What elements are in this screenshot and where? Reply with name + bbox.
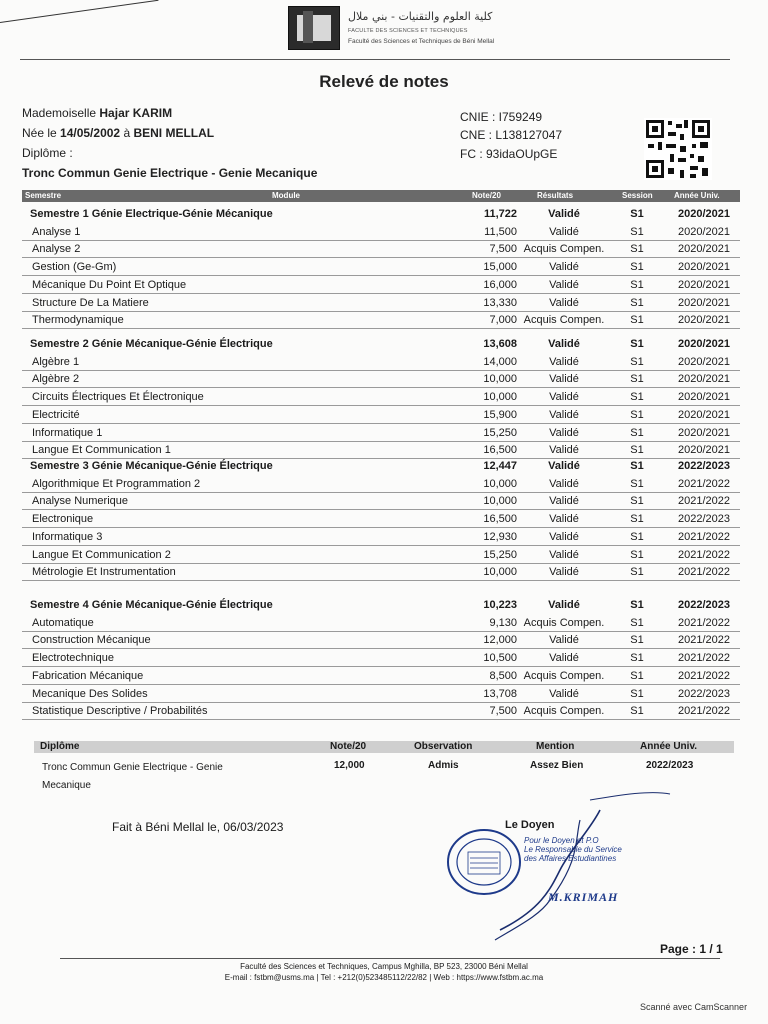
module-note: 9,130 [489, 617, 517, 629]
module-name: Gestion (Ge-Gm) [32, 261, 117, 273]
semester-year: 2020/2021 [678, 338, 730, 350]
module-year: 2020/2021 [678, 261, 730, 273]
semester-name: Semestre 3 Génie Mécanique-Génie Électrique [30, 460, 273, 472]
module-note: 10,000 [483, 391, 517, 403]
module-result: Validé [549, 566, 579, 578]
birth-date: 14/05/2002 [60, 126, 121, 140]
semester-note: 10,223 [483, 599, 517, 611]
module-row [22, 425, 740, 442]
module-year: 2021/2022 [678, 705, 730, 717]
module-row [22, 686, 740, 703]
module-result: Validé [549, 549, 579, 561]
module-year: 2021/2022 [678, 566, 730, 578]
module-year: 2021/2022 [678, 549, 730, 561]
student-name-line [22, 106, 172, 120]
module-name: Métrologie Et Instrumentation [32, 566, 176, 578]
module-result: Acquis Compen. [523, 670, 605, 682]
cnie: CNIE : I759249 [460, 110, 543, 124]
module-session: S1 [630, 549, 644, 561]
module-result: Validé [549, 226, 579, 238]
module-row [22, 389, 740, 406]
module-note: 16,500 [483, 513, 517, 525]
module-row [22, 476, 740, 493]
module-name: Algèbre 1 [32, 356, 80, 368]
module-result: Acquis Compen. [523, 617, 605, 629]
module-year: 2021/2022 [678, 670, 730, 682]
module-result: Acquis Compen. [523, 243, 605, 255]
module-year: 2021/2022 [678, 495, 730, 507]
module-note: 7,000 [489, 314, 517, 326]
col-resultats: Résultats [537, 191, 574, 200]
module-note: 12,930 [483, 531, 517, 543]
module-year: 2021/2022 [678, 617, 730, 629]
module-year: 2021/2022 [678, 531, 730, 543]
module-session: S1 [630, 243, 644, 255]
module-row [22, 493, 740, 510]
module-session: S1 [630, 261, 644, 273]
module-note: 13,330 [483, 297, 517, 309]
module-result: Acquis Compen. [523, 705, 605, 717]
module-session: S1 [630, 279, 644, 291]
footer-address: Faculté des Sciences et Techniques, Campus Mghilla, BP 523, 23000 Béni Mellal [240, 962, 528, 971]
module-note: 11,500 [484, 226, 517, 238]
semester-note: 11,722 [483, 208, 517, 220]
module-name: Analyse 2 [32, 243, 81, 255]
module-note: 16,000 [483, 279, 517, 291]
module-year: 2020/2021 [678, 391, 730, 403]
module-name: Analyse Numerique [32, 495, 128, 507]
module-note: 15,250 [483, 427, 517, 439]
module-session: S1 [630, 409, 644, 421]
module-result: Validé [549, 427, 579, 439]
module-session: S1 [630, 566, 644, 578]
row-rule [22, 648, 740, 649]
diploma-summary-header [34, 741, 734, 753]
module-row [22, 224, 740, 241]
module-result: Validé [549, 373, 579, 385]
signer-name: M.KRIMAH [548, 890, 619, 904]
module-row [22, 529, 740, 546]
diploma-observation: Admis [428, 760, 459, 771]
module-name: Informatique 3 [32, 531, 103, 543]
module-year: 2020/2021 [678, 356, 730, 368]
grades-table-header [22, 190, 740, 202]
student-civility: Mademoiselle [22, 106, 97, 120]
semester-row [22, 336, 740, 353]
semester-result: Validé [548, 338, 580, 350]
module-result: Validé [549, 513, 579, 525]
semester-session: S1 [630, 599, 644, 611]
semester-year: 2022/2023 [678, 460, 730, 472]
row-rule [22, 275, 740, 276]
stamp-line3: des Affaires Estudiantines [524, 854, 617, 863]
module-session: S1 [630, 478, 644, 490]
semester-year: 2022/2023 [678, 599, 730, 611]
program-name: Tronc Commun Genie Electrique - Genie Mecanique [22, 166, 318, 180]
module-row [22, 615, 740, 632]
row-rule [22, 423, 740, 424]
module-row [22, 511, 740, 528]
dip-col-note: Note/20 [330, 741, 367, 752]
row-rule [22, 545, 740, 546]
module-session: S1 [630, 652, 644, 664]
col-note: Note/20 [472, 191, 501, 200]
module-name: Structure De La Matiere [32, 297, 149, 309]
module-name: Construction Mécanique [32, 634, 151, 646]
module-year: 2021/2022 [678, 652, 730, 664]
module-year: 2020/2021 [678, 373, 730, 385]
diploma-name-line1: Tronc Commun Genie Electrique - Genie [42, 762, 223, 773]
faculty-name-french: Faculté des Sciences et Techniques de Béni Mellal [348, 38, 495, 45]
module-result: Validé [549, 688, 579, 700]
birth-prefix: Née le [22, 126, 57, 140]
module-year: 2020/2021 [678, 314, 730, 326]
module-result: Validé [549, 444, 579, 456]
module-session: S1 [630, 391, 644, 403]
module-name: Electricité [32, 409, 80, 421]
place-date: Fait à Béni Mellal le, 06/03/2023 [112, 820, 284, 834]
scan-mark-line [0, 0, 159, 23]
module-result: Validé [549, 531, 579, 543]
semester-result: Validé [548, 208, 580, 220]
module-row [22, 703, 740, 720]
semester-row [22, 206, 740, 223]
module-note: 13,708 [483, 688, 517, 700]
student-birth-line [22, 126, 214, 140]
module-session: S1 [630, 705, 644, 717]
row-rule [22, 293, 740, 294]
module-name: Analyse 1 [32, 226, 81, 238]
birth-at: à [123, 126, 131, 140]
module-result: Validé [549, 495, 579, 507]
module-note: 15,000 [483, 261, 517, 273]
module-name: Informatique 1 [32, 427, 103, 439]
module-name: Thermodynamique [32, 314, 124, 326]
module-row [22, 407, 740, 424]
module-year: 2021/2022 [678, 478, 730, 490]
semester-session: S1 [630, 208, 644, 220]
module-name: Langue Et Communication 1 [32, 444, 171, 456]
page-title: Relevé de notes [319, 72, 449, 91]
module-name: Mécanique Du Point Et Optique [32, 279, 187, 291]
module-name: Statistique Descriptive / Probabilités [32, 705, 208, 717]
row-rule [22, 684, 740, 685]
module-year: 2020/2021 [678, 409, 730, 421]
semester-name: Semestre 4 Génie Mécanique-Génie Électrique [30, 599, 273, 611]
diploma-name-line2: Mecanique [42, 780, 91, 791]
module-session: S1 [630, 356, 644, 368]
footer-divider [60, 958, 720, 959]
module-session: S1 [630, 226, 644, 238]
semester-year: 2020/2021 [678, 208, 730, 220]
row-rule [22, 666, 740, 667]
module-note: 15,250 [483, 549, 517, 561]
module-name: Circuits Électriques Et Électronique [32, 391, 204, 403]
row-rule [22, 580, 740, 581]
doyen-label: Le Doyen [505, 819, 555, 831]
module-name: Mecanique Des Solides [32, 688, 148, 700]
semester-note: 13,608 [483, 338, 517, 350]
cne: CNE : L138127047 [460, 128, 563, 142]
module-row [22, 295, 740, 312]
module-session: S1 [630, 617, 644, 629]
module-result: Validé [549, 652, 579, 664]
module-row [22, 668, 740, 685]
semester-row [22, 597, 740, 614]
col-session: Session [622, 191, 653, 200]
dip-col-diplome: Diplôme [40, 741, 80, 752]
module-row [22, 312, 740, 329]
fc-code: FC : 93idaOUpGE [460, 147, 558, 161]
module-year: 2020/2021 [678, 444, 730, 456]
row-rule [22, 387, 740, 388]
module-session: S1 [630, 634, 644, 646]
module-note: 16,500 [483, 444, 517, 456]
semester-session: S1 [630, 338, 644, 350]
module-year: 2020/2021 [678, 297, 730, 309]
module-year: 2022/2023 [678, 513, 730, 525]
module-session: S1 [630, 670, 644, 682]
module-name: Langue Et Communication 2 [32, 549, 171, 561]
semester-result: Validé [548, 599, 580, 611]
module-name: Fabrication Mécanique [32, 670, 144, 682]
module-note: 10,000 [483, 478, 517, 490]
stamp-line2: Le Responsable du Service [524, 845, 622, 854]
module-result: Validé [549, 279, 579, 291]
module-session: S1 [630, 495, 644, 507]
module-result: Validé [549, 261, 579, 273]
module-row [22, 564, 740, 581]
semester-session: S1 [630, 460, 644, 472]
module-note: 15,900 [483, 409, 517, 421]
module-row [22, 277, 740, 294]
module-result: Validé [549, 356, 579, 368]
semester-result: Validé [548, 460, 580, 472]
module-note: 10,500 [483, 652, 517, 664]
module-name: Automatique [32, 617, 94, 629]
col-annee: Année Univ. [674, 191, 720, 200]
semester-name: Semestre 1 Génie Electrique-Génie Mécanique [30, 208, 273, 220]
row-rule [22, 257, 740, 258]
diploma-year: 2022/2023 [646, 760, 694, 771]
qr-code-icon [644, 118, 712, 180]
module-year: 2020/2021 [678, 279, 730, 291]
module-name: Electronique [32, 513, 94, 525]
module-name: Electrotechnique [32, 652, 114, 664]
module-note: 10,000 [483, 373, 517, 385]
semester-row [22, 458, 740, 475]
module-note: 14,000 [483, 356, 517, 368]
module-row [22, 632, 740, 649]
module-year: 2022/2023 [678, 688, 730, 700]
dip-col-mention: Mention [536, 741, 575, 752]
row-rule [22, 527, 740, 528]
camscanner-watermark: Scanné avec CamScanner [640, 1002, 748, 1012]
row-rule [22, 328, 740, 329]
module-note: 8,500 [489, 670, 517, 682]
faculty-name-arabic: كلية العلوم والتقنيات - بني ملال [348, 10, 493, 23]
module-name: Algorithmique Et Programmation 2 [32, 478, 201, 490]
module-result: Validé [549, 478, 579, 490]
module-session: S1 [630, 513, 644, 525]
faculty-logo [288, 6, 340, 50]
module-result: Validé [549, 391, 579, 403]
module-session: S1 [630, 297, 644, 309]
module-row [22, 241, 740, 258]
student-name: Hajar KARIM [99, 106, 173, 120]
module-row [22, 259, 740, 276]
stamp-line1: Pour le Doyen et P.O [524, 836, 599, 845]
col-semestre: Semestre [25, 191, 62, 200]
footer-contact: E-mail : fstbm@usms.ma | Tel : +212(0)523485112/22/82 | Web : https://www.fstbm.ac.ma [224, 973, 544, 982]
module-year: 2021/2022 [678, 634, 730, 646]
col-module: Module [272, 191, 300, 200]
semester-name: Semestre 2 Génie Mécanique-Génie Électrique [30, 338, 273, 350]
module-session: S1 [630, 688, 644, 700]
diploma-label: Diplôme : [22, 146, 73, 160]
dip-col-observation: Observation [414, 741, 473, 752]
module-row [22, 371, 740, 388]
dip-col-annee: Année Univ. [640, 741, 698, 752]
module-session: S1 [630, 373, 644, 385]
module-name: Algèbre 2 [32, 373, 80, 385]
birth-place: BENI MELLAL [133, 126, 215, 140]
module-row [22, 354, 740, 371]
module-result: Validé [549, 634, 579, 646]
page-number: Page : 1 / 1 [660, 942, 723, 956]
diploma-mention: Assez Bien [530, 760, 584, 771]
module-note: 7,500 [489, 705, 517, 717]
diploma-note: 12,000 [334, 760, 365, 771]
module-result: Validé [549, 409, 579, 421]
module-session: S1 [630, 427, 644, 439]
module-result: Validé [549, 297, 579, 309]
handwritten-signature-icon [480, 790, 680, 950]
module-session: S1 [630, 314, 644, 326]
header-divider [20, 59, 730, 60]
row-rule [22, 719, 740, 720]
module-note: 10,000 [483, 495, 517, 507]
module-session: S1 [630, 444, 644, 456]
module-note: 7,500 [489, 243, 517, 255]
module-year: 2020/2021 [678, 243, 730, 255]
module-row [22, 650, 740, 667]
module-year: 2020/2021 [678, 427, 730, 439]
module-year: 2020/2021 [678, 226, 730, 238]
module-row [22, 547, 740, 564]
module-session: S1 [630, 531, 644, 543]
module-row [22, 442, 740, 459]
module-note: 10,000 [483, 566, 517, 578]
module-note: 12,000 [483, 634, 517, 646]
semester-note: 12,447 [483, 460, 517, 472]
module-result: Acquis Compen. [523, 314, 605, 326]
faculty-name-small: FACULTE DES SCIENCES ET TECHNIQUES [348, 28, 468, 34]
row-rule [22, 405, 740, 406]
row-rule [22, 509, 740, 510]
